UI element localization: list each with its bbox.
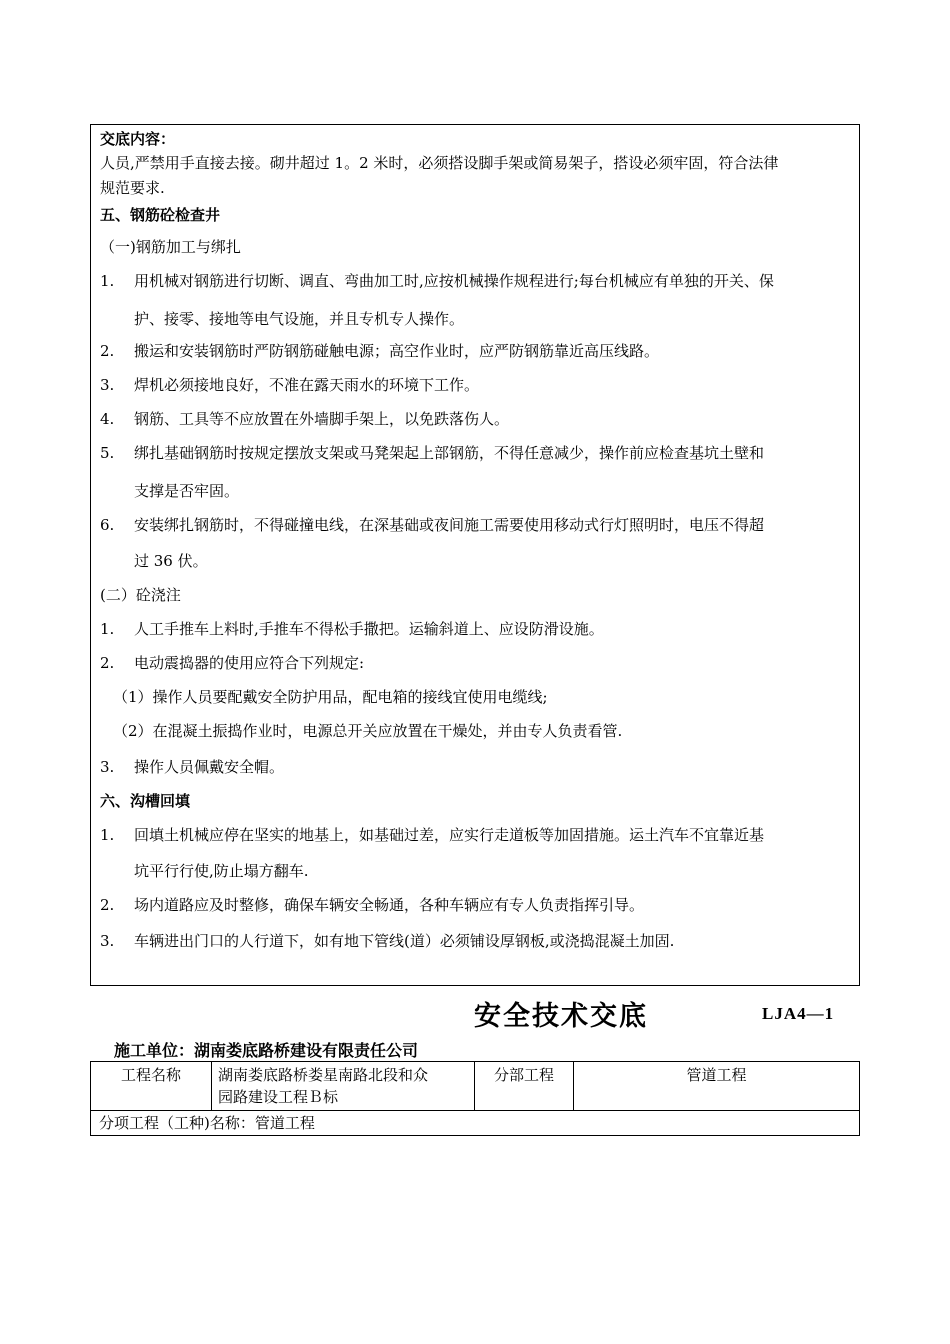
document-title: 安全技术交底 (474, 1001, 648, 1032)
list-item-text: 钢筋、工具等不应放置在外墙脚手架上，以免跌落伤人。 (134, 410, 510, 428)
list-item-text: 用机械对钢筋进行切断、调直、弯曲加工时,应按机械操作规程进行;每台机械应有单独的开关、保 (134, 272, 774, 290)
list-item-text: 回填土机械应停在坚实的地基上，如基础过差，应实行走道板等加固措施。运土汽车不宜靠近基 (134, 826, 765, 844)
section-6-title: 六、沟槽回填 (100, 792, 191, 810)
list-number: 5. (100, 444, 115, 462)
section-5-title: 五、钢筋砼检查井 (100, 206, 221, 224)
list-item-text: 场内道路应及时整修，确保车辆安全畅通，各种车辆应有专人负责指挥引导。 (134, 896, 645, 914)
sub-list-item: （1）操作人员要配戴安全防护用品，配电箱的接线宜使用电缆线; (113, 688, 548, 706)
list-number: 2. (100, 654, 115, 672)
list-item-text: 操作人员佩戴安全帽。 (134, 758, 285, 776)
list-item-text: 过 36 伏。 (134, 552, 208, 570)
section-5-sub1-title: （一)钢筋加工与绑扎 (100, 238, 241, 256)
list-number: 6. (100, 516, 115, 534)
division-label: 分部工程 (475, 1062, 574, 1111)
intro-line-2: 规范要求. (100, 179, 165, 197)
list-item-text: 绑扎基础钢筋时按规定摆放支架或马凳架起上部钢筋，不得任意减少，操作前应检查基坑土壁和 (134, 444, 765, 462)
list-number: 2. (100, 896, 115, 914)
list-item-text: 电动震捣器的使用应符合下列规定: (134, 654, 365, 672)
list-number: 3. (100, 376, 115, 394)
list-item-text: 人工手推车上料时,手推车不得松手撒把。运输斜道上、应设防滑设施。 (134, 620, 604, 638)
list-item-text: 安装绑扎钢筋时，不得碰撞电线，在深基础或夜间施工需要使用移动式行灯照明时，电压不得超 (134, 516, 765, 534)
subitem-name: 分项工程（工种)名称：管道工程 (91, 1111, 860, 1136)
project-name-line: 园路建设工程Ｂ标 (218, 1088, 339, 1106)
disclosure-content-box (90, 124, 860, 986)
list-number: 1. (100, 620, 115, 638)
list-number: 3. (100, 758, 115, 776)
list-item-text: 护、接零、接地等电气设施，并且专机专人操作。 (134, 310, 465, 328)
list-number: 1. (100, 272, 115, 290)
list-item-text: 搬运和安装钢筋时严防钢筋碰触电源；高空作业时，应严防钢筋靠近高压线路。 (134, 342, 660, 360)
project-info-table (90, 1061, 860, 1136)
project-name-value (212, 1062, 475, 1111)
list-item-text: 车辆进出门口的人行道下，如有地下管线(道）必须铺设厚钢板,或浇捣混凝土加固. (134, 932, 675, 950)
sub-list-item: （2）在混凝土振捣作业时，电源总开关应放置在干燥处，并由专人负责看管. (113, 722, 623, 740)
list-number: 3. (100, 932, 115, 950)
list-number: 2. (100, 342, 115, 360)
list-item-text: 支撑是否牢固。 (134, 482, 240, 500)
division-value: 管道工程 (574, 1062, 860, 1111)
project-name-label: 工程名称 (91, 1062, 212, 1111)
table-row (91, 1111, 860, 1136)
document-code: LJA4—1 (762, 1004, 835, 1023)
list-item-text: 焊机必须接地良好，不准在露天雨水的环境下工作。 (134, 376, 480, 394)
table-row (91, 1062, 860, 1111)
list-item-text: 坑平行行使,防止塌方翻车. (134, 862, 309, 880)
intro-line-1: 人员,严禁用手直接去接。砌井超过 1。2 米时，必须搭设脚手架或简易架子，搭设必须牢固，符合法律 (100, 154, 779, 172)
list-number: 4. (100, 410, 115, 428)
content-heading: 交底内容： (100, 130, 176, 148)
section-5-sub2-title: (二）砼浇注 (100, 586, 181, 604)
list-number: 1. (100, 826, 115, 844)
construction-unit: 施工单位：湖南娄底路桥建设有限责任公司 (114, 1041, 419, 1060)
project-name-line: 湖南娄底路桥娄星南路北段和众 (218, 1066, 429, 1084)
